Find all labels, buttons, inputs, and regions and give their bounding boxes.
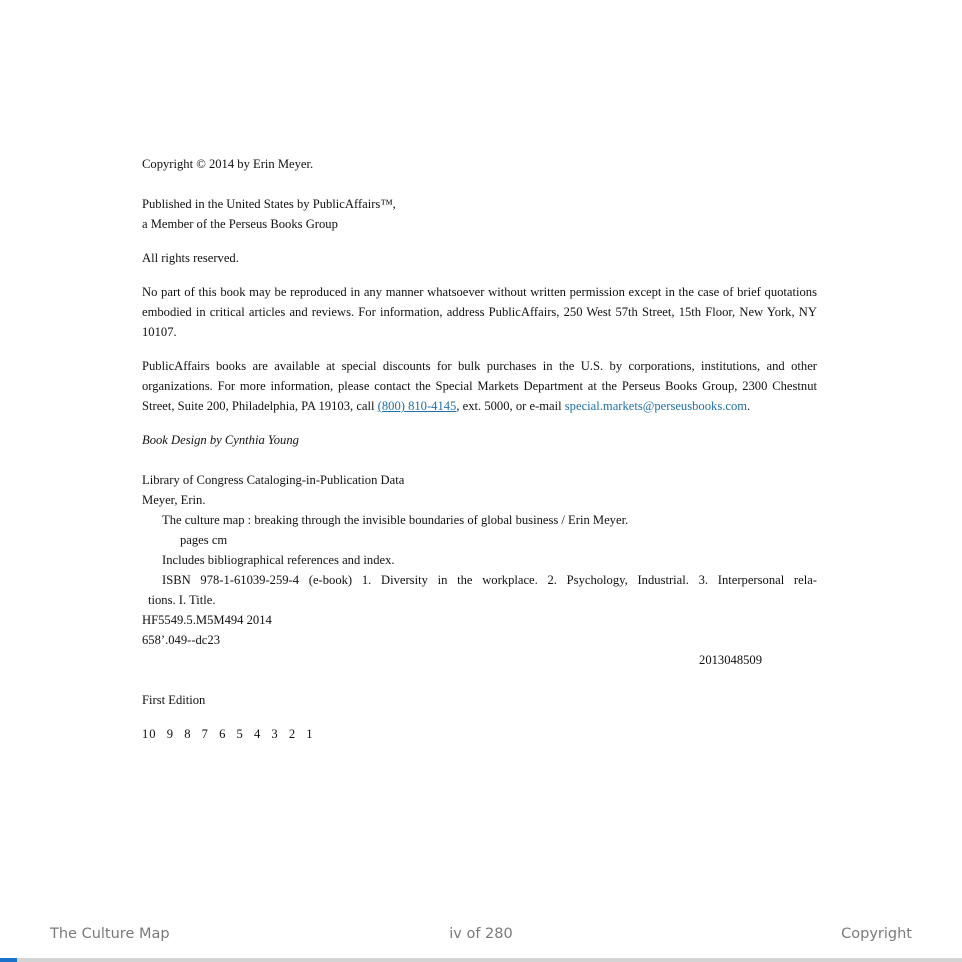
discount-lead-text: PublicAffairs books are available at special discounts for bulk purchases in the U.S. by corporations, institutions, and other organizations. For more information, please contact the Special Markets Department at the Perseus Books Group, 2300 Chestnut Street, Suite 200, Philadelphia, PA 19103, call: [142, 359, 817, 413]
cip-author: Meyer, Erin.: [142, 493, 206, 507]
cip-classification-2: 658’.049--dc23: [142, 633, 220, 647]
discount-paragraph: [142, 356, 817, 416]
edition-line: First Edition: [142, 693, 206, 707]
cip-heading: Library of Congress Cataloging-in-Publication Data: [142, 473, 405, 487]
permission-paragraph: No part of this book may be reproduced in any manner whatsoever without written permission except in the case of brief quotations embodied in critical articles and reviews. For information, address PublicAffairs, 250 West 57th Street, 15th Floor, New York, NY 10107.: [142, 285, 817, 339]
phone-link[interactable]: (800) 810-4145: [377, 399, 457, 413]
reader-footer: [0, 926, 962, 948]
published-line-2: a Member of the Perseus Books Group: [142, 217, 338, 231]
cip-bibliography: Includes bibliographical references and index.: [162, 553, 395, 567]
cip-classification-1: HF5549.5.M5M494 2014: [142, 613, 272, 627]
printing-number-line: 10 9 8 7 6 5 4 3 2 1: [142, 727, 314, 741]
published-line-1: Published in the United States by PublicAffairs™,: [142, 197, 396, 211]
copyright-line: Copyright © 2014 by Erin Meyer.: [142, 157, 314, 171]
reading-progress-bar[interactable]: [0, 958, 962, 962]
lccn-number: 2013048509: [699, 653, 762, 667]
cip-title: The culture map : breaking through the invisible boundaries of global business / Erin Meyer.: [162, 513, 629, 527]
cip-isbn-line-1: ISBN 978-1-61039-259-4 (e-book) 1. Diversity in the workplace. 2. Psychology, Industrial. 3. Interpersonal rela-: [162, 573, 817, 587]
footer-page-indicator: iv of 280: [449, 926, 513, 942]
reading-progress-fill: [0, 958, 17, 962]
book-design-credit: Book Design by Cynthia Young: [142, 433, 299, 447]
footer-section-name: Copyright: [841, 926, 912, 942]
cip-pages: pages cm: [180, 533, 228, 547]
footer-book-title: The Culture Map: [50, 926, 170, 942]
rights-line: All rights reserved.: [142, 251, 239, 265]
discount-mid-text: , ext. 5000, or e-mail: [456, 399, 565, 413]
discount-end-text: .: [747, 399, 751, 413]
email-link[interactable]: special.markets@perseusbooks.com: [564, 399, 748, 413]
copyright-page: [142, 154, 817, 744]
cip-isbn-line-2: tions. I. Title.: [148, 593, 216, 607]
